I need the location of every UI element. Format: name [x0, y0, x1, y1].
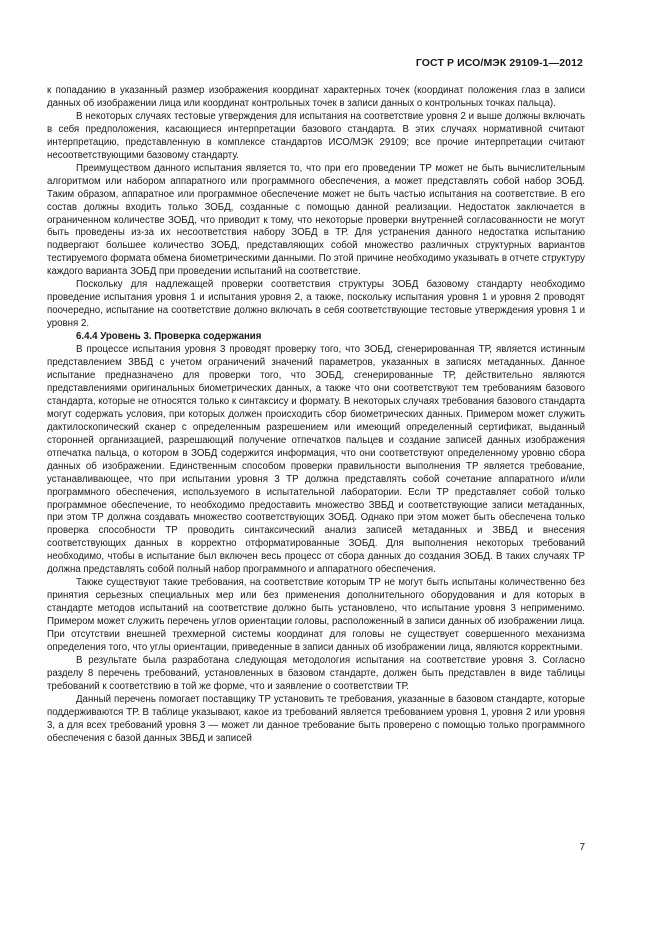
paragraph: В результате была разработана следующая методология испытания на соответствие уровня 3. Согласно разделу 8 перечень требований, установленных в базовом стандарте, должен быть представлен в виде таблицы требований к соответствию в той же форме, что и заявление о соответствии ТР.	[47, 654, 585, 692]
paragraph: В процессе испытания уровня 3 проводят проверку того, что ЗОБД, сгенерированная ТР, является истинным представлением ЗВБД с учетом ограничений значений параметров, указанных в записях метаданных. Данное испытание предназначено для проверки того, что ЗОБД, сгенерированные ТР, действительно являются представлениями оригинальных биометрических данных, а также что они соответствуют тем требованиям базового стандарта, которые не относятся только к синтаксису и формату. В некоторых случаях требования базового стандарта могут содержать условия, при которых должен происходить сбор биометрических данных. Примером может служить дактилоскопический сканер с определенным разрешением или имеющий определенный сертификат, выданный сторонней организацией, разрешающий получение отпечатков пальцев и создание записей данных изображения отпечатка пальца, о котором в ЗОБД содержится информация, что они соответствуют определенному уровню сбора данных об изображении. Единственным способом проверки правильности выполнения ТР является требование, устанавливающее, что при испытании уровня 3 ТР должна представлять собой сочетание аппаратного и/или программного обеспечения, используемого в испытательной лаборатории. Если ТР представляет собой только программное обеспечение, то необходимо предоставить множество ЗВБД и соответствующие записи метаданных, при этом ТР должна создавать множество соответствующих ЗОБД. Однако при этом может быть обеспечена только проверка способности ТР проводить синтаксический анализ записей метаданных и ЗВБД и внесения соответствующих данных в корректно отформатированные ЗОБД. Для выполнения некоторых требований необходимо, чтобы в испытание был включен весь процесс от сбора данных до создания ЗОБД. В таких случаях ТР должна представлять собой полный набор программного и аппаратного обеспечения.	[47, 344, 585, 576]
page-number: 7	[579, 842, 585, 853]
standard-header: ГОСТ Р ИСО/МЭК 29109-1—2012	[415, 57, 583, 69]
paragraph: к попаданию в указанный размер изображения координат характерных точек (координат положения глаз в записи данных об изображении лица или координат контрольных точек в записи данных о контрольных точках пальца).	[47, 85, 585, 109]
paragraph: Также существуют такие требования, на соответствие которым ТР не могут быть испытаны количественно без принятия серьезных специальных мер или без применения дополнительного оборудования и для которых в стандарте методов испытаний на соответствие должно быть установлено, что испытание уровня 3 неприменимо. Примером может служить перечень углов ориентации головы, расположенный в записи данных об изображении лица. При отсутствии внешней трехмерной системы координат для головы не существует совершенного механизма определения того, что углы ориентации, приведенные в записи данных об изображении лица, являются корректными.	[47, 577, 585, 653]
paragraph: Поскольку для надлежащей проверки соответствия структуры ЗОБД базовому стандарту необходимо проведение испытания уровня 1 и испытания уровня 2, а также, поскольку испытания уровня 1 и уровня 2 проводят поочередно, испытание на соответствие должно включать в себя соответствующие тестовые утверждения уровня 1 и уровня 2.	[47, 279, 585, 330]
paragraph: Преимуществом данного испытания является то, что при его проведении ТР может не быть вычислительным алгоритмом или набором аппаратного или программного обеспечения, а может представлять собой набор ЗОБД. Таким образом, аппаратное или программное обеспечение может не быть частью испытания на соответствие. В его состав должны входить только ЗОБД, созданные с помощью данной реализации. Недостаток заключается в ограниченном количестве ЗОБД, что приводит к тому, что некоторые проверки внутренней согласованности не могут быть проведены из-за их несоответствия набору ЗОБД в ТР. Для устранения данного недостатка испытанию подвергают большее количество ЗОБД, представляющих собой множество различных структурных вариантов тестируемого формата обмена биометрическими данными. По этой причине необходимо указывать в отчете структуру каждого варианта ЗОБД при проведении испытаний на соответствие.	[47, 162, 585, 278]
paragraph: Данный перечень помогает поставщику ТР установить те требования, указанные в базовом стандарте, которые поддерживаются ТР. В таблице указывают, какое из требований является требованием уровня 1, уровня 2 или уровня 3, а для всех требований уровня 3 — может ли данное требование быть проверено с помощью только программного обеспечения с базой данных ЗВБД и записей	[47, 693, 585, 744]
paragraph: В некоторых случаях тестовые утверждения для испытания на соответствие уровня 2 и выше должны включать в себя предположения, касающиеся интерпретации базового стандарта. В этих случаях нормативной считают интерпретацию, представленную в комплексе стандартов ИСО/МЭК 29109; все прочие интерпретации считают несоответствующими базовому стандарту.	[47, 110, 585, 161]
document-body	[47, 85, 585, 746]
section-heading: 6.4.4 Уровень 3. Проверка содержания	[76, 331, 262, 343]
